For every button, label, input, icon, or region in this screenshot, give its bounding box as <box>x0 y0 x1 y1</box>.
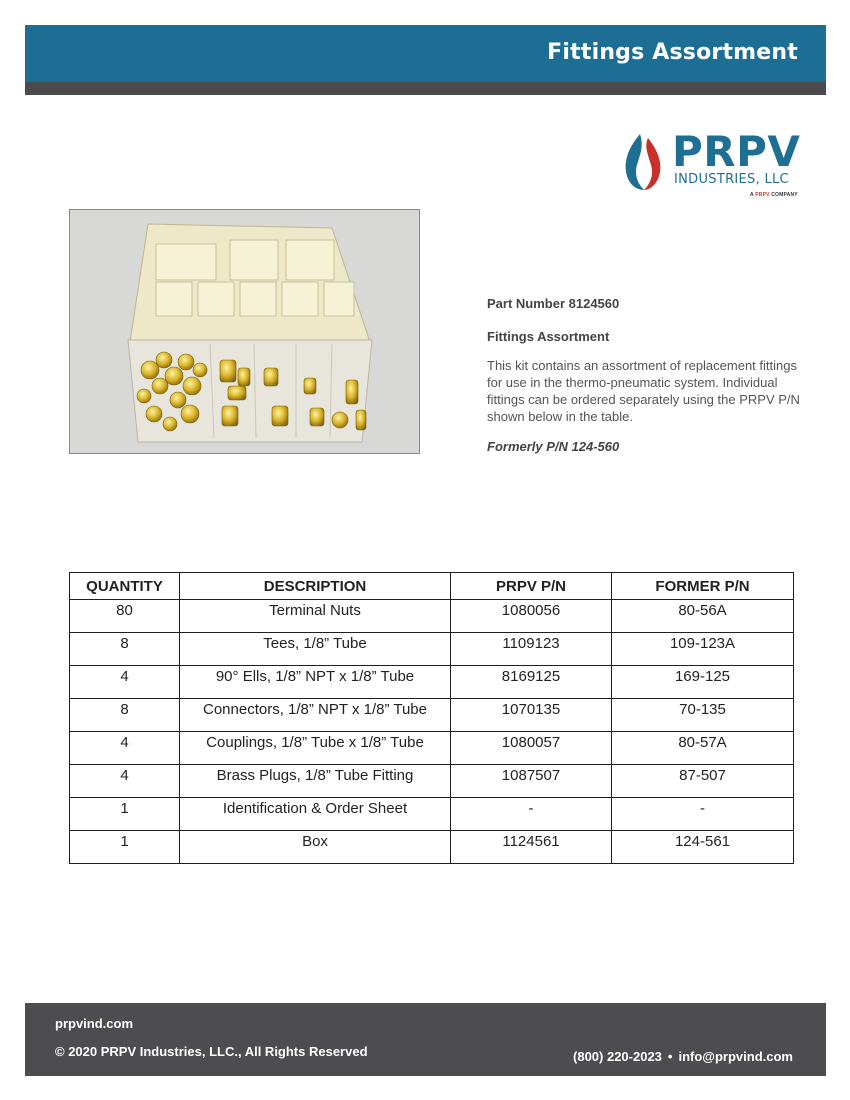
cell-prpv-pn: 8169125 <box>451 666 612 699</box>
column-header-former-pn: FORMER P/N <box>612 573 794 600</box>
table-row <box>70 732 794 765</box>
cell-description: Couplings, 1/8” Tube x 1/8” Tube <box>180 732 451 765</box>
cell-quantity: 1 <box>70 831 180 864</box>
fittings-kit-image <box>70 210 419 453</box>
product-photo <box>69 209 420 454</box>
cell-quantity: 4 <box>70 666 180 699</box>
header-divider <box>25 82 826 95</box>
table-row <box>70 633 794 666</box>
cell-prpv-pn: 1080056 <box>451 600 612 633</box>
cell-former-pn: 169-125 <box>612 666 794 699</box>
cell-former-pn: 109-123A <box>612 633 794 666</box>
cell-quantity: 4 <box>70 732 180 765</box>
logo-subtitle: INDUSTRIES, LLC <box>674 172 789 187</box>
product-title: Fittings Assortment <box>487 329 610 344</box>
phone-number[interactable]: (800) 220-2023 <box>573 1049 662 1064</box>
product-description: This kit contains an assortment of replacement fittings for use in the thermo-pneumatic system. Individual fittings can be ordered separately using the PRPV P/N shown below in the table. <box>487 358 800 424</box>
flame-icon <box>622 132 666 192</box>
logo-wordmark: PRPV <box>672 127 801 176</box>
logo-tagline <box>750 192 798 198</box>
cell-quantity: 80 <box>70 600 180 633</box>
cell-description: Tees, 1/8” Tube <box>180 633 451 666</box>
email-link[interactable]: info@prpvind.com <box>678 1049 793 1064</box>
table-row <box>70 699 794 732</box>
logo-tag-prefix: A <box>750 192 754 198</box>
cell-quantity: 8 <box>70 699 180 732</box>
cell-quantity: 4 <box>70 765 180 798</box>
table-row <box>70 765 794 798</box>
former-part-number: Formerly P/N 124-560 <box>487 439 620 454</box>
website-link[interactable]: prpvind.com <box>55 1016 134 1031</box>
cell-description: Connectors, 1/8” NPT x 1/8” Tube <box>180 699 451 732</box>
cell-prpv-pn: 1087507 <box>451 765 612 798</box>
logo-tag-brand: PRPV <box>755 192 770 198</box>
table-row <box>70 666 794 699</box>
column-header-prpv-pn: PRPV P/N <box>451 573 612 600</box>
cell-description: Identification & Order Sheet <box>180 798 451 831</box>
column-header-description: DESCRIPTION <box>180 573 451 600</box>
cell-quantity: 1 <box>70 798 180 831</box>
parts-table <box>69 572 794 864</box>
table-row <box>70 600 794 633</box>
table-header-row <box>70 573 794 600</box>
column-header-quantity: QUANTITY <box>70 573 180 600</box>
part-number: Part Number 8124560 <box>487 296 620 311</box>
cell-former-pn: 70-135 <box>612 699 794 732</box>
cell-description: Terminal Nuts <box>180 600 451 633</box>
cell-prpv-pn: 1124561 <box>451 831 612 864</box>
cell-prpv-pn: 1109123 <box>451 633 612 666</box>
cell-former-pn: 124-561 <box>612 831 794 864</box>
product-info <box>487 296 817 454</box>
logo-tag-suffix: COMPANY <box>771 192 798 198</box>
cell-former-pn: 80-57A <box>612 732 794 765</box>
cell-prpv-pn: - <box>451 798 612 831</box>
page-title: Fittings Assortment <box>547 40 798 65</box>
cell-description: Brass Plugs, 1/8” Tube Fitting <box>180 765 451 798</box>
page-footer <box>25 1003 826 1076</box>
header-band <box>25 25 826 82</box>
cell-prpv-pn: 1080057 <box>451 732 612 765</box>
cell-quantity: 8 <box>70 633 180 666</box>
company-logo <box>620 128 800 204</box>
copyright-notice: © 2020 PRPV Industries, LLC., All Rights Reserved <box>55 1044 368 1059</box>
separator-dot: • <box>667 1049 673 1064</box>
contact-info <box>573 1049 793 1064</box>
cell-description: Box <box>180 831 451 864</box>
cell-former-pn: 87-507 <box>612 765 794 798</box>
table-row <box>70 798 794 831</box>
cell-prpv-pn: 1070135 <box>451 699 612 732</box>
cell-former-pn: - <box>612 798 794 831</box>
cell-former-pn: 80-56A <box>612 600 794 633</box>
cell-description: 90° Ells, 1/8” NPT x 1/8” Tube <box>180 666 451 699</box>
table-row <box>70 831 794 864</box>
